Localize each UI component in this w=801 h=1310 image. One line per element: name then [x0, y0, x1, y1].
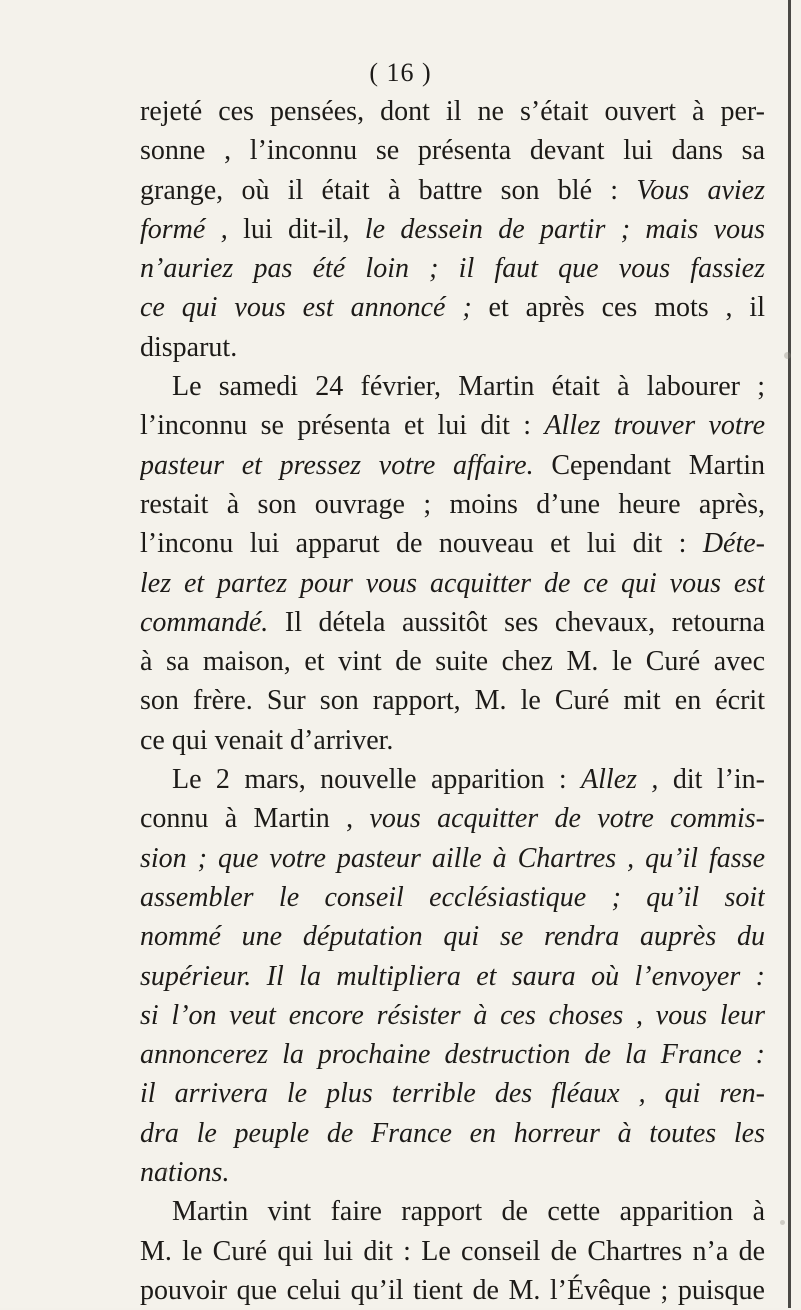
italic-text: dra le peuple de France en horreur à toutes les — [140, 1117, 765, 1149]
text-line — [140, 917, 765, 956]
text-segment: pouvoir que celui qu’il tient de M. l’Évêque ; puisque — [140, 1274, 765, 1306]
text-segment: rejeté ces pensées, dont il ne s’était ouvert à per- — [140, 96, 765, 127]
paper-spot — [784, 352, 791, 359]
text-segment: connu à Martin , — [140, 803, 370, 835]
text-segment: l’inconu lui apparut de nouveau et lui dit : — [140, 528, 703, 560]
text-line — [140, 1192, 765, 1231]
italic-text: supérieur. Il la multipliera et saura où l’envoyer : — [140, 960, 765, 992]
text-line — [140, 839, 765, 878]
italic-text: assembler le conseil ecclésiastique ; qu’il soit — [140, 881, 765, 913]
italic-text: il arrivera le plus terrible des fléaux , qui ren- — [140, 1078, 765, 1110]
italic-text: Allez , — [581, 764, 659, 796]
text-line — [140, 446, 765, 485]
text-segment: Le 2 mars, nouvelle apparition : — [172, 764, 582, 796]
text-line — [140, 799, 765, 838]
paper-spot — [163, 1168, 168, 1173]
page-number: ( 16 ) — [369, 58, 432, 87]
italic-text: Allez trouver votre — [544, 410, 765, 442]
italic-text: si l’on veut encore résister à ces choses , vous leur — [140, 999, 765, 1031]
italic-text: Vous aviez — [636, 174, 765, 206]
text-segment: l’inconnu se présenta et lui dit : — [140, 410, 545, 442]
italic-text: lez et partez pour vous acquitter de ce qui vous est — [140, 567, 765, 599]
italic-text: Déte- — [702, 528, 765, 560]
italic-text: sion ; que votre pasteur aille à Chartres , qu’il fasse — [140, 842, 765, 874]
text-segment: Martin vint faire rapport de cette apparition à — [172, 1196, 765, 1228]
text-line — [140, 171, 765, 210]
text-line — [140, 1153, 765, 1192]
text-line — [140, 92, 765, 131]
text-line — [140, 1232, 765, 1271]
italic-text: nations. — [140, 1157, 230, 1189]
text-line — [140, 1035, 765, 1074]
text-segment: Il détela aussitôt ses chevaux, retourna — [268, 606, 765, 638]
text-line — [140, 681, 765, 720]
italic-text: le dessein de partir ; mais vous — [364, 213, 765, 245]
text-segment: son frère. Sur son rapport, M. le Curé mit en écrit — [140, 685, 765, 717]
italic-text: commandé. — [140, 606, 269, 638]
text-segment: ce qui venait d’arriver. — [140, 724, 394, 756]
body-text — [140, 92, 765, 1310]
italic-text: nommé une députation qui se rendra auprès du — [140, 921, 765, 953]
text-segment: dit l’in- — [658, 764, 765, 796]
text-line — [140, 328, 765, 367]
text-line — [140, 131, 765, 170]
text-line — [140, 957, 765, 996]
text-line — [140, 603, 765, 642]
text-line — [140, 524, 765, 563]
text-segment: M. le Curé qui lui dit : Le conseil de Chartres n’a de — [140, 1235, 765, 1267]
text-line — [140, 406, 765, 445]
text-line — [140, 210, 765, 249]
text-line — [140, 249, 765, 288]
text-line — [140, 1271, 765, 1310]
text-line — [140, 760, 765, 799]
italic-text: formé , — [140, 213, 228, 245]
text-line — [140, 1074, 765, 1113]
text-segment: Le samedi 24 février, Martin était à labourer ; — [172, 371, 765, 403]
text-segment: à sa maison, et vint de suite chez M. le Curé avec — [140, 646, 765, 678]
text-line — [140, 288, 765, 327]
paper-spot — [780, 1220, 785, 1225]
text-line — [140, 721, 765, 760]
italic-text: pasteur et pressez votre affaire. — [140, 449, 534, 481]
text-line — [140, 1114, 765, 1153]
text-segment: sonne , l’inconnu se présenta devant lui dans sa — [140, 135, 765, 167]
text-line — [140, 564, 765, 603]
italic-text: vous acquitter de votre commis- — [369, 803, 765, 835]
italic-text: ce qui vous est annoncé ; — [140, 292, 472, 324]
text-line — [140, 367, 765, 406]
text-line — [140, 642, 765, 681]
text-segment: restait à son ouvrage ; moins d’une heure après, — [140, 488, 765, 520]
text-line — [140, 485, 765, 524]
text-segment: disparut. — [140, 331, 238, 363]
text-line — [140, 996, 765, 1035]
text-segment: grange, où il était à battre son blé : — [140, 174, 637, 206]
text-segment: lui dit-il, — [227, 213, 365, 245]
italic-text: n’auriez pas été loin ; il faut que vous fassiez — [140, 253, 765, 285]
text-line — [140, 878, 765, 917]
text-segment: et après ces mots , il — [471, 292, 765, 324]
italic-text: annoncerez la prochaine destruction de la France : — [140, 1039, 765, 1071]
text-segment: Cependant Martin — [533, 449, 765, 481]
page-edge — [788, 0, 791, 1308]
